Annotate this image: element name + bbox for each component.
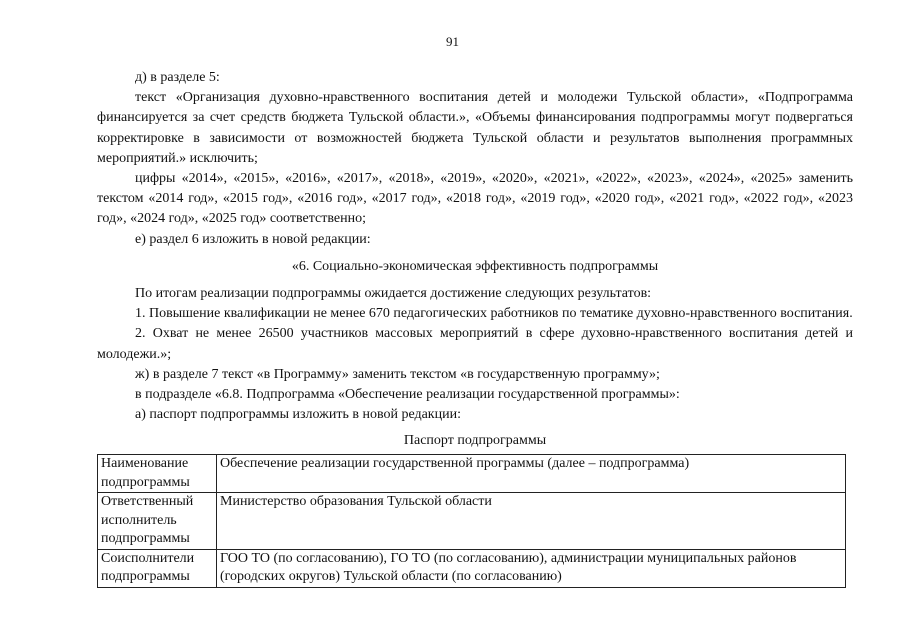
table-cell-label: Наименование подпрограммы	[98, 455, 217, 493]
document-body	[97, 68, 853, 452]
page-number: 91	[446, 34, 459, 49]
table-cell-label: Соисполнители подпрограммы	[98, 549, 217, 587]
table-cell-value: Министерство образования Тульской области	[217, 493, 846, 550]
paragraph-section7-change: ж) в разделе 7 текст «в Программу» заменить текстом «в государственную программу»;	[135, 366, 660, 382]
table-row	[98, 455, 846, 493]
paragraph-subsection-6-8: в подразделе «6.8. Подпрограмма «Обеспечение реализации государственной программы»:	[135, 387, 680, 403]
paragraph-text-exclusion: текст «Организация духовно-нравственного воспитания детей и молодежи Тульской области», «Подпрограмма финансируется за счет средств бюджета Тульской области.», «Объемы финансирования подпрограммы могут подвергаться корректировке в зависимости от возможностей бюджета Тульской области и результатов выполнения программных мероприятий.» исключить;	[97, 90, 853, 166]
table-cell-label: Ответственный исполнитель подпрограммы	[98, 493, 217, 550]
paragraph-section5-intro: д) в разделе 5:	[135, 70, 220, 85]
table-cell-value: ГОО ТО (по согласованию), ГО ТО (по согласованию), администрации муниципальных районов (городских округов) Тульской области (по согласованию)	[217, 549, 846, 587]
section-heading: «6. Социально-экономическая эффективность подпрограммы	[291, 258, 659, 274]
table-row	[98, 493, 846, 550]
paragraph-results-intro: По итогам реализации подпрограммы ожидается достижение следующих результатов:	[135, 286, 652, 302]
paragraph-passport-intro: а) паспорт подпрограммы изложить в новой редакции:	[135, 407, 461, 423]
table-caption: Паспорт подпрограммы	[403, 433, 547, 449]
table-cell-value: Обеспечение реализации государственной программы (далее – подпрограмма)	[217, 455, 846, 493]
paragraph-section6-intro: е) раздел 6 изложить в новой редакции:	[135, 231, 371, 247]
paragraph-result-2: 2. Охват не менее 26500 участников массовых мероприятий в сфере духовно-нравственного воспитания детей и молодежи.»;	[97, 326, 853, 362]
paragraph-result-1: 1. Повышение квалификации не менее 670 педагогических работников по тематике духовно-нравственного воспитания.	[135, 306, 853, 322]
paragraph-years-replacement: цифры «2014», «2015», «2016», «2017», «2018», «2019», «2020», «2021», «2022», «2023», «2024», «2025» заменить текстом «2014 год», «2015 год», «2016 год», «2017 год», «2018 год», «2019 год», «2020 год», «2021 год», «2022 год», «2023 год», «2024 год», «2025 год» соответственно;	[97, 171, 853, 227]
table-row	[98, 549, 846, 587]
passport-table	[97, 454, 846, 588]
